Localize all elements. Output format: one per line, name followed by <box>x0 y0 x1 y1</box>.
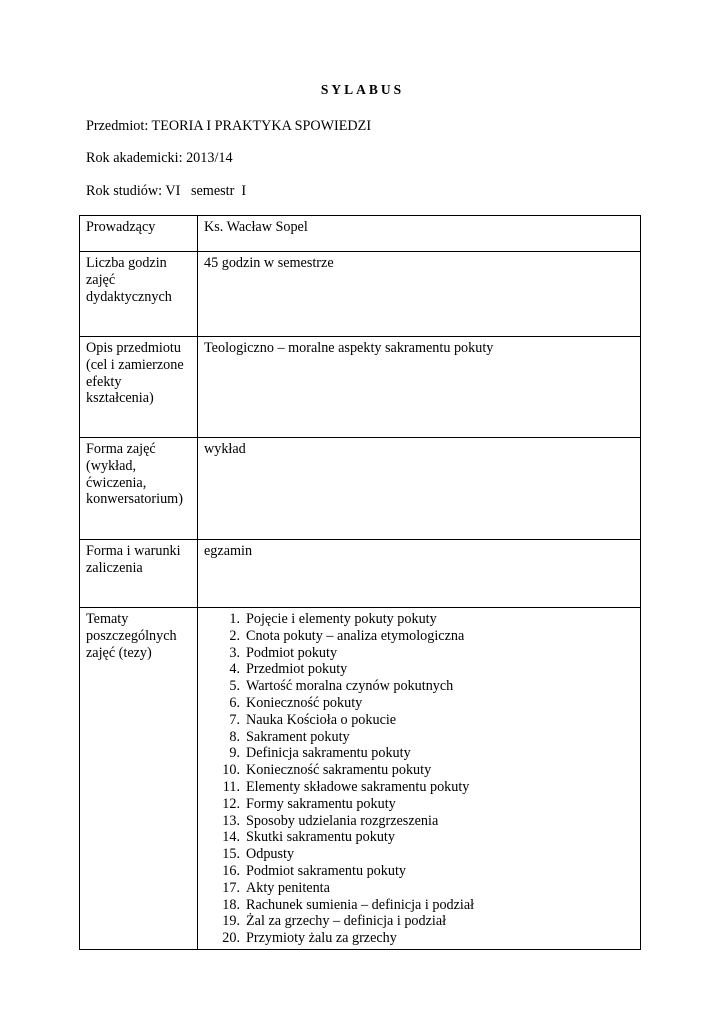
topic-text: Akty penitenta <box>246 879 330 896</box>
value-topics <box>198 608 641 950</box>
list-item <box>204 829 634 846</box>
topics-list <box>204 611 634 947</box>
list-item <box>204 611 634 628</box>
topic-text: Rachunek sumienia – definicja i podział <box>246 896 475 913</box>
subject-line: Przedmiot: TEORIA I PRAKTYKA SPOWIEDZI <box>86 118 372 134</box>
list-item <box>204 880 634 897</box>
topic-number: 18. <box>222 896 240 913</box>
topic-text: Cnota pokuty – analiza etymologiczna <box>246 627 465 644</box>
topic-number: 6. <box>229 694 240 711</box>
table-row-topics <box>80 608 641 950</box>
value-credit: egzamin <box>198 540 641 608</box>
topic-number: 9. <box>229 745 240 762</box>
topic-text: Podmiot sakramentu pokuty <box>246 862 406 879</box>
label-form: Forma zajęć (wykład, ćwiczenia, konwersatorium) <box>80 438 198 540</box>
table-row-form <box>80 438 641 540</box>
list-item <box>204 863 634 880</box>
topic-text: Konieczność sakramentu pokuty <box>246 762 432 779</box>
topic-text: Pojęcie i elementy pokuty pokuty <box>246 611 437 627</box>
table-row-lecturer <box>80 216 641 252</box>
topic-number: 8. <box>229 728 240 745</box>
topic-number: 20. <box>222 930 240 947</box>
list-item <box>204 846 634 863</box>
list-item <box>204 695 634 712</box>
table-row-credit <box>80 540 641 608</box>
topic-number: 4. <box>229 661 240 678</box>
topic-text: Konieczność pokuty <box>246 694 363 711</box>
list-item <box>204 897 634 914</box>
topic-text: Formy sakramentu pokuty <box>246 795 396 812</box>
table-row-description <box>80 337 641 438</box>
topic-number: 1. <box>229 611 240 627</box>
label-hours: Liczba godzin zajęć dydaktycznych <box>80 252 198 337</box>
topic-number: 14. <box>222 829 240 846</box>
list-item <box>204 661 634 678</box>
topic-text: Sakrament pokuty <box>246 728 350 745</box>
topic-number: 11. <box>222 778 240 795</box>
topic-text: Podmiot pokuty <box>246 644 338 661</box>
label-lecturer: Prowadzący <box>80 216 198 252</box>
list-item <box>204 745 634 762</box>
label-topics: Tematy poszczególnych zajęć (tezy) <box>80 608 198 950</box>
list-item <box>204 678 634 695</box>
topic-text: Odpusty <box>246 846 295 863</box>
list-item <box>204 729 634 746</box>
topic-text: Sposoby udzielania rozgrzeszenia <box>246 812 439 829</box>
value-description: Teologiczno – moralne aspekty sakramentu pokuty <box>198 337 641 438</box>
study-year-line: Rok studiów: VI semestr I <box>86 183 247 199</box>
topic-text: Przedmiot pokuty <box>246 661 348 678</box>
topic-number: 16. <box>222 862 240 879</box>
topic-number: 5. <box>229 678 240 695</box>
list-item <box>204 779 634 796</box>
topic-text: Elementy składowe sakramentu pokuty <box>246 778 470 795</box>
topic-text: Skutki sakramentu pokuty <box>246 829 395 846</box>
list-item <box>204 930 634 947</box>
label-credit: Forma i warunki zaliczenia <box>80 540 198 608</box>
label-description: Opis przedmiotu (cel i zamierzone efekty kształcenia) <box>80 337 198 438</box>
topic-number: 19. <box>222 913 240 930</box>
topic-number: 15. <box>222 846 240 863</box>
topic-number: 2. <box>229 627 240 644</box>
value-lecturer: Ks. Wacław Sopel <box>198 216 641 252</box>
list-item <box>204 712 634 729</box>
topic-number: 7. <box>229 711 240 728</box>
topic-text: Definicja sakramentu pokuty <box>246 745 411 762</box>
list-item <box>204 796 634 813</box>
list-item <box>204 913 634 930</box>
topic-text: Nauka Kościoła o pokucie <box>246 711 397 728</box>
syllabus-table <box>79 215 641 950</box>
document-title: SYLABUS <box>320 82 405 97</box>
list-item <box>204 628 634 645</box>
topic-text: Wartość moralna czynów pokutnych <box>246 678 454 695</box>
topic-text: Przymioty żalu za grzechy <box>246 930 397 947</box>
topic-number: 3. <box>229 644 240 661</box>
topic-number: 12. <box>222 795 240 812</box>
list-item <box>204 645 634 662</box>
list-item <box>204 762 634 779</box>
table-row-hours <box>80 252 641 337</box>
list-item <box>204 813 634 830</box>
value-form: wykład <box>198 438 641 540</box>
academic-year-line: Rok akademicki: 2013/14 <box>86 150 233 166</box>
topic-text: Żal za grzechy – definicja i podział <box>246 913 447 930</box>
value-hours: 45 godzin w semestrze <box>198 252 641 337</box>
topic-number: 13. <box>222 812 240 829</box>
topic-number: 10. <box>222 762 240 779</box>
topic-number: 17. <box>222 879 240 896</box>
